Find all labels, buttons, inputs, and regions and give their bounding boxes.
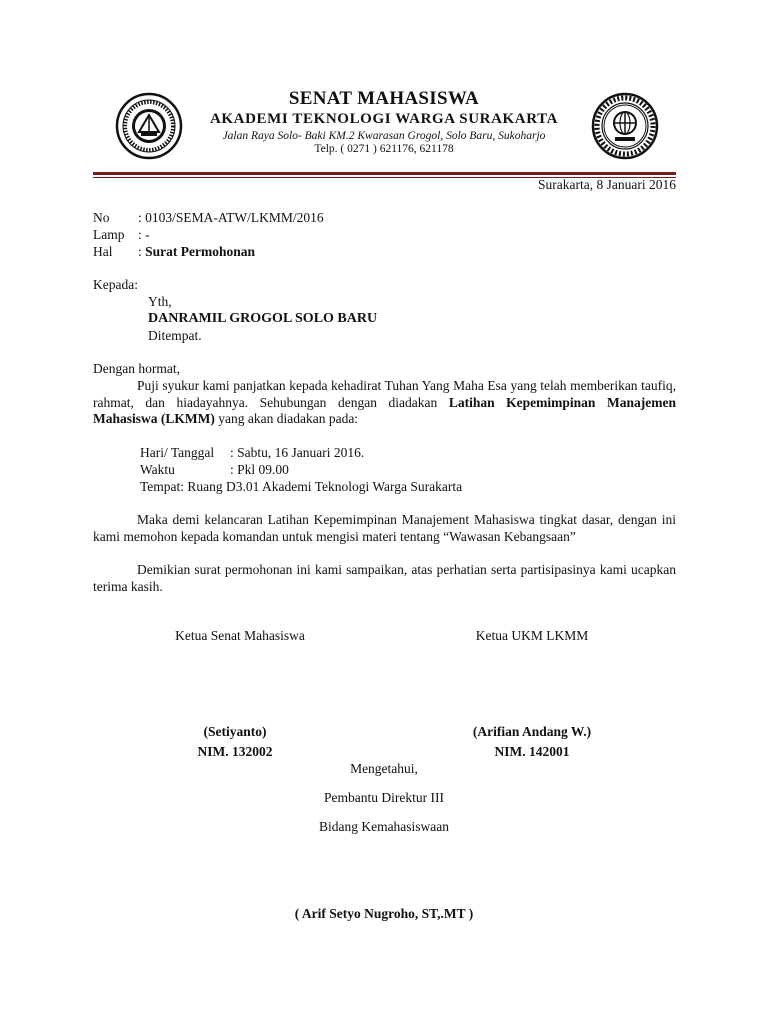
meta-lamp-value: : - [138,227,150,242]
acknowledge-division: Bidang Kemahasiswaan [318,819,450,834]
signature-right-nim: NIM. 142001 [494,744,570,759]
meta-hal-label: Hal [93,244,113,259]
letterhead-phone: Telp. ( 0271 ) 621176, 621178 [314,143,454,155]
ditempat: Ditempat. [148,328,202,343]
paragraph-closing [93,562,676,595]
acknowledge-name: ( Arif Setyo Nugroho, ST,.MT ) [294,906,474,921]
signature-left-nim: NIM. 132002 [197,744,273,759]
detail-date-value: : Sabtu, 16 Januari 2016. [230,445,365,460]
meta-hal-value-row [138,244,255,261]
meta-lamp-label: Lamp [93,227,125,242]
detail-place: Tempat: Ruang D3.01 Akademi Teknologi Warga Surakarta [140,479,463,494]
detail-time-value: : Pkl 09.00 [230,462,289,477]
yth: Yth, [148,294,172,309]
detail-time-label: Waktu [140,462,175,477]
acknowledge-position: Pembantu Direktur III [324,790,444,805]
letterhead-rule-thick [93,172,676,175]
paragraph-closing-text: Demikian surat permohonan ini kami sampaikan, atas perhatian serta partisipasinya kami ucapkan terima kasih. [93,562,676,594]
meta-hal-value: Surat Permohonan [145,244,256,259]
place-date: Surakarta, 8 Januari 2016 [538,177,676,192]
to-label: Kepada: [93,277,138,292]
paragraph-opening-tail: yang akan diadakan pada: [214,411,359,426]
signature-left-role: Ketua Senat Mahasiswa [175,628,305,643]
event-name: Latihan Kepemimpinan Manajemen Mahasiswa (LKMM) [93,394,676,426]
salutation: Dengan hormat, [93,361,180,376]
meta-no-label: No [93,210,110,225]
letterhead-institution: AKADEMI TEKNOLOGI WARGA SURAKARTA [209,111,559,127]
acknowledge-label: Mengetahui, [350,761,418,776]
letterhead-address: Jalan Raya Solo- Baki KM.2 Kwarasan Grogol, Solo Baru, Sukoharjo [222,130,546,142]
signature-left-name: (Setiyanto) [203,724,267,739]
paragraph-opening [93,378,676,428]
recipient-name: DANRAMIL GROGOL SOLO BARU [148,311,378,326]
paragraph-request-text: Maka demi kelancaran Latihan Kepemimpinan Manajement Mahasiswa tingkat dasar, dengan ini kami memohon kepada komandan untuk mengisi materi tentang “Wawasan Kebangsaan” [93,512,676,544]
meta-hal-prefix: : [138,244,146,259]
signature-right-name: (Arifian Andang W.) [472,724,592,739]
paragraph-request [93,512,676,545]
signature-right-role: Ketua UKM LKMM [475,628,589,643]
detail-date-label: Hari/ Tanggal [140,445,215,460]
letterhead-title: SENAT MAHASISWA [288,88,480,109]
paragraph-opening-text: Puji syukur kami panjatkan kepada kehadirat Tuhan Yang Maha Esa yang telah memberikan taufiq, rahmat, dan hiadayahnya. Sehubungan dengan diadakan [93,378,676,410]
meta-no-value: : 0103/SEMA-ATW/LKMM/2016 [138,210,324,225]
